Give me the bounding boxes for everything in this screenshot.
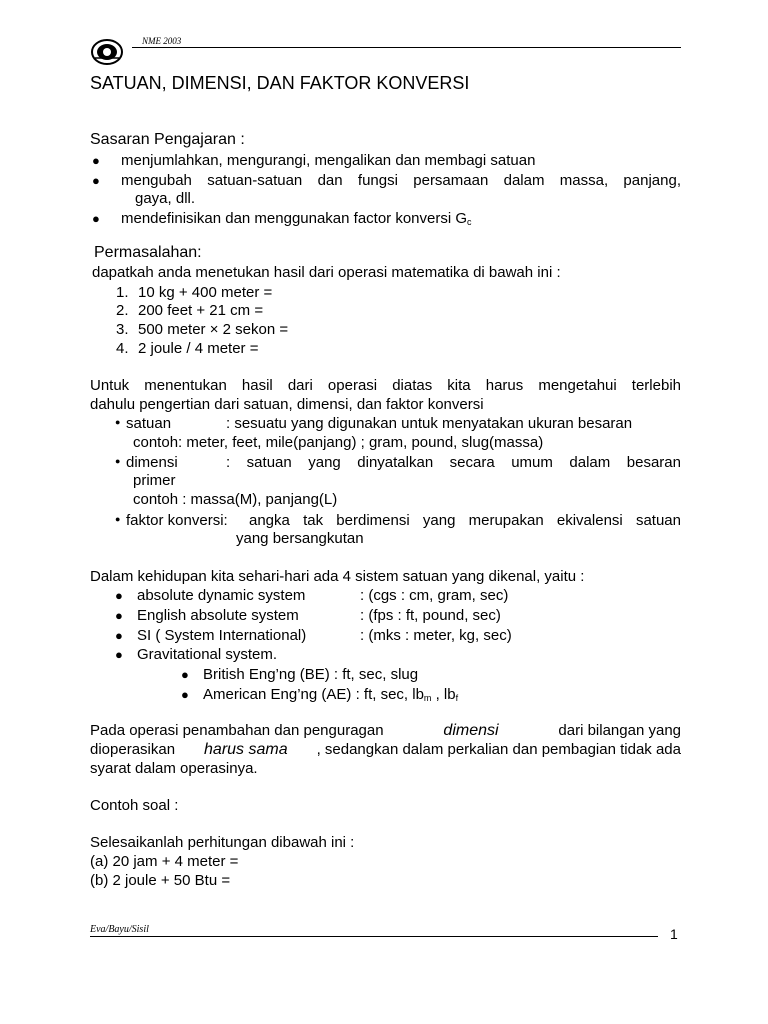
bullet-icon: ● bbox=[181, 687, 189, 702]
problem-number: 1. bbox=[116, 284, 129, 301]
dimensi-example: contoh : massa(M), panjang(L) bbox=[133, 491, 338, 508]
untuk-line-2: dahulu pengertian dari satuan, dimensi, dan faktor konversi bbox=[90, 396, 484, 413]
sasaran-item-2-cont: gaya, dll. bbox=[135, 190, 196, 207]
bullet-icon: ● bbox=[115, 588, 123, 603]
system-name: absolute dynamic system bbox=[137, 587, 306, 604]
page-number: 1 bbox=[670, 926, 678, 942]
faktor-definition-cont: yang bersangkutan bbox=[236, 530, 364, 547]
contoh-heading: Contoh soal : bbox=[90, 797, 179, 814]
system-units: : (cgs : cm, gram, sec) bbox=[360, 587, 509, 604]
pada-line-2: dioperasikan harus sama , sedangkan dalam perkalian dan pembagian tidak ada bbox=[90, 741, 681, 758]
bullet-icon: ● bbox=[92, 173, 100, 188]
contoh-item-b: (b) 2 joule + 50 Btu = bbox=[90, 872, 231, 889]
dimensi-label: dimensi bbox=[126, 454, 178, 471]
system-units: : (mks : meter, kg, sec) bbox=[360, 627, 512, 644]
contoh-item-a: (a) 20 jam + 4 meter = bbox=[90, 853, 239, 870]
bullet-icon: ● bbox=[115, 608, 123, 623]
dimensi-definition-cont: primer bbox=[133, 472, 176, 489]
system-name: English absolute system bbox=[137, 607, 299, 624]
problem-item: 200 feet + 21 cm = bbox=[138, 302, 264, 319]
satuan-label: satuan bbox=[126, 415, 172, 432]
sistem-intro: Dalam kehidupan kita sehari-hari ada 4 sistem satuan yang dikenal, yaitu : bbox=[90, 568, 585, 585]
system-name: SI ( System International) bbox=[137, 627, 307, 644]
bullet-icon: ● bbox=[115, 514, 121, 524]
problem-item: 10 kg + 400 meter = bbox=[138, 284, 273, 301]
permasalahan-heading: Permasalahan: bbox=[94, 244, 202, 261]
gravitational-system: Gravitational system. bbox=[137, 646, 278, 663]
header-code: NME 2003 bbox=[142, 36, 182, 46]
faktor-definition: angka tak berdimensi yang merupakan ekivalensi satuan bbox=[249, 512, 681, 529]
problem-number: 3. bbox=[116, 321, 129, 338]
pada-line-1: Pada operasi penambahan dan penguragan dimensi dari bilangan yang bbox=[90, 722, 681, 739]
untuk-line-1: Untuk menentukan hasil dari operasi diatas kita harus mengetahui terlebih bbox=[90, 377, 681, 394]
sasaran-item-2: mengubah satuan-satuan dan fungsi persamaan dalam massa, panjang, bbox=[121, 172, 681, 189]
bullet-icon: ● bbox=[115, 647, 123, 662]
problem-item: 2 joule / 4 meter = bbox=[138, 340, 259, 357]
system-units: : (fps : ft, pound, sec) bbox=[360, 607, 501, 624]
faktor-label: faktor konversi: bbox=[126, 512, 228, 529]
dimensi-emphasis: dimensi bbox=[443, 722, 499, 739]
problem-number: 2. bbox=[116, 302, 129, 319]
harus-sama-emphasis: harus sama bbox=[204, 741, 288, 758]
satuan-definition: : sesuatu yang digunakan untuk menyatakan ukuran besaran bbox=[226, 415, 633, 432]
american-engng: American Eng’ng (AE) : ft, sec, $lb_m$ , $lb_f$ bbox=[203, 686, 459, 703]
sasaran-item-1: menjumlahkan, mengurangi, mengalikan dan membagi satuan bbox=[121, 152, 536, 169]
pada-line-3: syarat dalam operasinya. bbox=[90, 760, 258, 777]
dimensi-definition: : satuan yang dinyatalkan secara umum dalam besaran bbox=[226, 454, 681, 471]
british-engng: British Eng’ng (BE) : ft, sec, slug bbox=[203, 666, 419, 683]
bullet-icon: ● bbox=[115, 456, 121, 466]
university-seal-icon bbox=[90, 38, 124, 66]
bullet-icon: ● bbox=[115, 417, 121, 427]
bullet-icon: ● bbox=[92, 211, 100, 226]
footer-rule bbox=[90, 936, 658, 937]
sasaran-heading: Sasaran Pengajaran : bbox=[90, 131, 245, 148]
footer-authors: Eva/Bayu/Sisil bbox=[90, 924, 149, 935]
bullet-icon: ● bbox=[115, 628, 123, 643]
problem-number: 4. bbox=[116, 340, 129, 357]
permasalahan-intro: dapatkah anda menetukan hasil dari operasi matematika di bawah ini : bbox=[92, 264, 561, 281]
sasaran-item-3: mendefinisikan dan menggunakan factor konversi $G_c$ bbox=[121, 210, 472, 227]
bullet-icon: ● bbox=[181, 667, 189, 682]
page-title: SATUAN, DIMENSI, DAN FAKTOR KONVERSI bbox=[90, 73, 470, 93]
bullet-icon: ● bbox=[92, 153, 100, 168]
problem-item: 500 meter × 2 sekon = bbox=[138, 321, 289, 338]
header-rule bbox=[132, 47, 681, 48]
satuan-example: contoh: meter, feet, mile(panjang) ; gram, pound, slug(massa) bbox=[133, 434, 544, 451]
contoh-intro: Selesaikanlah perhitungan dibawah ini : bbox=[90, 834, 355, 851]
